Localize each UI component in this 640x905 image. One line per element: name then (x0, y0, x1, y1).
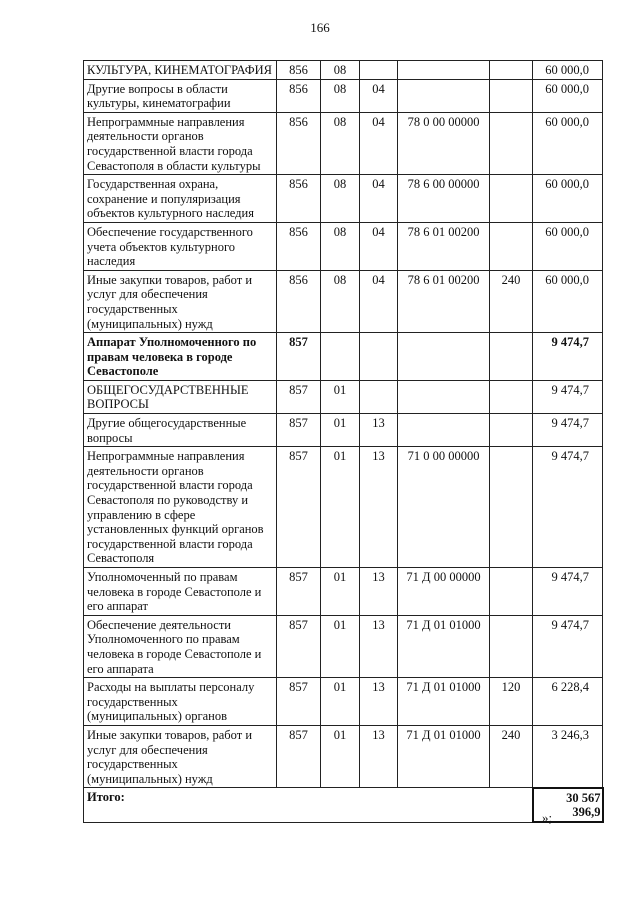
row-name: Уполномоченный по правам человека в городе Севастополе и его аппарат (84, 568, 277, 616)
row-name: Государственная охрана, сохранение и популяризация объектов культурного наследия (84, 175, 277, 223)
expense-type-code (490, 222, 533, 270)
ministry-code: 857 (277, 568, 321, 616)
section-code: 08 (321, 175, 360, 223)
subsection-code (360, 61, 398, 80)
expense-type-code: 240 (490, 725, 533, 787)
expense-type-code (490, 175, 533, 223)
total-sum: 30 567 396,9 (533, 788, 603, 822)
table-row (84, 414, 603, 447)
table-row (84, 222, 603, 270)
table-row (84, 678, 603, 726)
expense-type-code: 240 (490, 270, 533, 332)
subsection-code: 13 (360, 725, 398, 787)
section-code: 08 (321, 112, 360, 174)
subsection-code (360, 333, 398, 381)
table-row (84, 615, 603, 677)
section-code: 01 (321, 380, 360, 413)
target-article-code: 78 6 01 00200 (398, 270, 490, 332)
ministry-code: 856 (277, 175, 321, 223)
ministry-code: 856 (277, 61, 321, 80)
target-article-code (398, 61, 490, 80)
row-name: Обеспечение государственного учета объектов культурного наследия (84, 222, 277, 270)
expense-type-code: 120 (490, 678, 533, 726)
section-code: 01 (321, 414, 360, 447)
section-code: 01 (321, 568, 360, 616)
target-article-code: 78 0 00 00000 (398, 112, 490, 174)
subsection-code: 04 (360, 175, 398, 223)
ministry-code: 856 (277, 112, 321, 174)
table-row (84, 79, 603, 112)
target-article-code: 71 Д 01 01000 (398, 725, 490, 787)
target-article-code (398, 380, 490, 413)
ministry-code: 857 (277, 725, 321, 787)
row-sum: 9 474,7 (533, 380, 603, 413)
row-name: Непрограммные направления деятельности органов государственной власти города Севастополя в области культуры (84, 112, 277, 174)
subsection-code: 13 (360, 568, 398, 616)
expense-type-code (490, 79, 533, 112)
expense-type-code (490, 615, 533, 677)
subsection-code: 13 (360, 447, 398, 568)
row-name: Иные закупки товаров, работ и услуг для обеспечения государственных (муниципальных) нужд (84, 725, 277, 787)
target-article-code: 71 Д 01 01000 (398, 678, 490, 726)
section-code: 01 (321, 725, 360, 787)
row-sum: 9 474,7 (533, 615, 603, 677)
expense-type-code (490, 380, 533, 413)
target-article-code: 78 6 01 00200 (398, 222, 490, 270)
row-sum: 6 228,4 (533, 678, 603, 726)
ministry-code: 857 (277, 380, 321, 413)
ministry-code: 857 (277, 333, 321, 381)
row-sum: 60 000,0 (533, 222, 603, 270)
subsection-code: 04 (360, 79, 398, 112)
target-article-code (398, 414, 490, 447)
table-row (84, 568, 603, 616)
subsection-code: 13 (360, 615, 398, 677)
subsection-code: 04 (360, 222, 398, 270)
target-article-code: 71 Д 01 01000 (398, 615, 490, 677)
expense-type-code (490, 568, 533, 616)
row-name: Аппарат Уполномоченного по правам человека в городе Севастополе (84, 333, 277, 381)
ministry-code: 856 (277, 270, 321, 332)
row-sum: 60 000,0 (533, 79, 603, 112)
expense-type-code (490, 112, 533, 174)
row-name: Расходы на выплаты персоналу государственных (муниципальных) органов (84, 678, 277, 726)
ministry-code: 857 (277, 447, 321, 568)
table-row (84, 447, 603, 568)
budget-table-body (84, 61, 603, 788)
ministry-code: 857 (277, 678, 321, 726)
page-number: 166 (310, 20, 330, 35)
section-code: 01 (321, 447, 360, 568)
section-code: 01 (321, 615, 360, 677)
ministry-code: 857 (277, 615, 321, 677)
ministry-code: 856 (277, 222, 321, 270)
row-name: Обеспечение деятельности Уполномоченного по правам человека в городе Севастополе и его аппарата (84, 615, 277, 677)
section-code: 08 (321, 270, 360, 332)
target-article-code (398, 79, 490, 112)
table-row (84, 333, 603, 381)
section-code: 08 (321, 222, 360, 270)
budget-table (83, 60, 604, 823)
closing-quote-mark: »; (542, 810, 553, 825)
expense-type-code (490, 61, 533, 80)
expense-type-code (490, 414, 533, 447)
row-name: ОБЩЕГОСУДАРСТВЕННЫЕ ВОПРОСЫ (84, 380, 277, 413)
ministry-code: 856 (277, 79, 321, 112)
table-row (84, 725, 603, 787)
row-name: Непрограммные направления деятельности органов государственной власти города Севастополя по руководству и управлению в сфере установленных функций органов государственной власти города Севастополя (84, 447, 277, 568)
row-sum: 9 474,7 (533, 568, 603, 616)
subsection-code (360, 380, 398, 413)
section-code: 08 (321, 61, 360, 80)
total-label: Итого: (84, 788, 533, 822)
subsection-code: 04 (360, 270, 398, 332)
row-name: КУЛЬТУРА, КИНЕМАТОГРАФИЯ (84, 61, 277, 80)
subsection-code: 13 (360, 678, 398, 726)
section-code: 01 (321, 678, 360, 726)
ministry-code: 857 (277, 414, 321, 447)
section-code (321, 333, 360, 381)
row-sum: 9 474,7 (533, 447, 603, 568)
target-article-code (398, 333, 490, 381)
expense-type-code (490, 333, 533, 381)
row-sum: 60 000,0 (533, 270, 603, 332)
row-sum: 60 000,0 (533, 61, 603, 80)
target-article-code: 71 Д 00 00000 (398, 568, 490, 616)
expense-type-code (490, 447, 533, 568)
row-name: Другие вопросы в области культуры, кинематографии (84, 79, 277, 112)
row-name: Другие общегосударственные вопросы (84, 414, 277, 447)
row-sum: 3 246,3 (533, 725, 603, 787)
table-row (84, 380, 603, 413)
table-row (84, 175, 603, 223)
row-sum: 60 000,0 (533, 112, 603, 174)
target-article-code: 71 0 00 00000 (398, 447, 490, 568)
target-article-code: 78 6 00 00000 (398, 175, 490, 223)
row-name: Иные закупки товаров, работ и услуг для обеспечения государственных (муниципальных) нужд (84, 270, 277, 332)
row-sum: 60 000,0 (533, 175, 603, 223)
section-code: 08 (321, 79, 360, 112)
table-row (84, 270, 603, 332)
subsection-code: 13 (360, 414, 398, 447)
table-row (84, 61, 603, 80)
subsection-code: 04 (360, 112, 398, 174)
row-sum: 9 474,7 (533, 333, 603, 381)
total-row (84, 788, 603, 822)
row-sum: 9 474,7 (533, 414, 603, 447)
table-row (84, 112, 603, 174)
